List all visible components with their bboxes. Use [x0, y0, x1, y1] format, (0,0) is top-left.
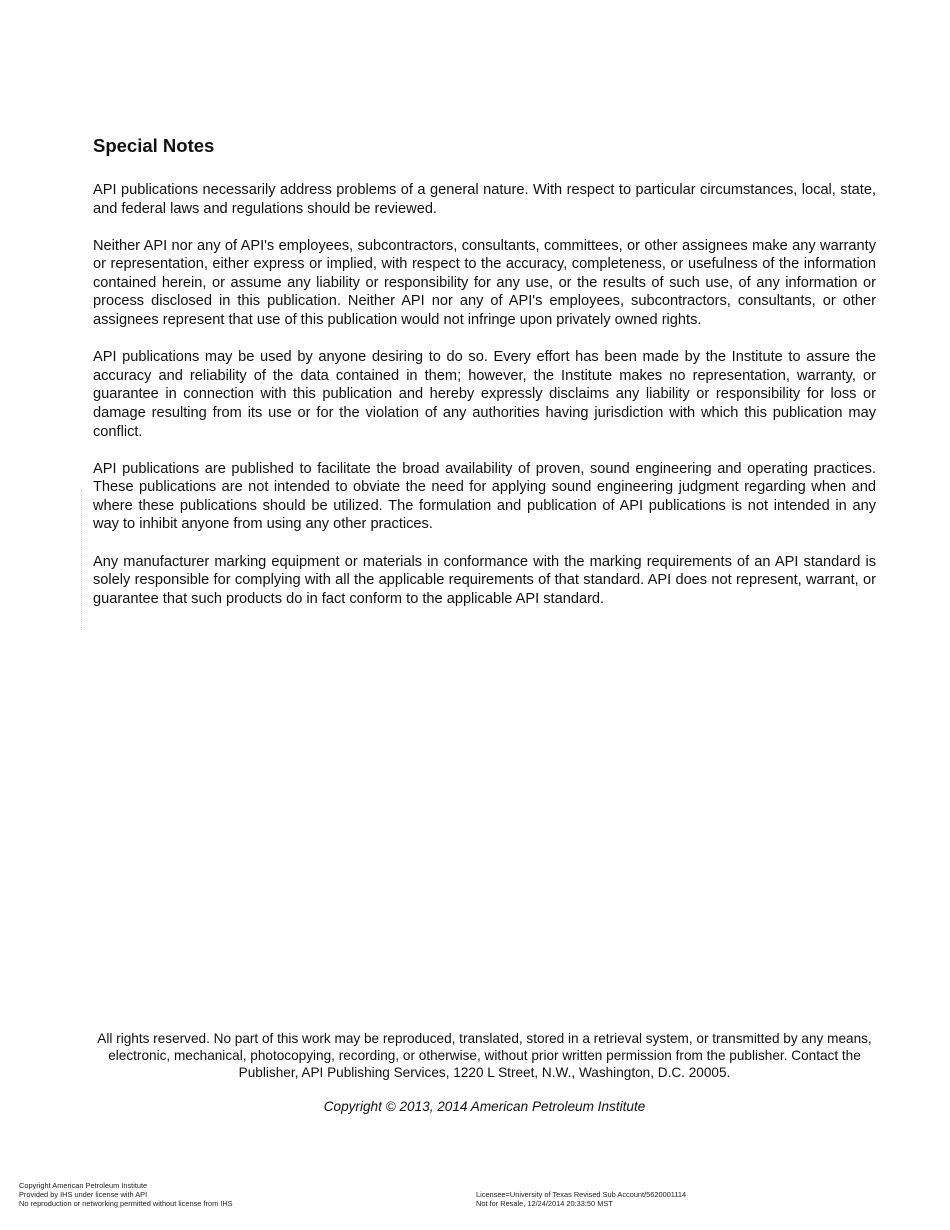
page-title: Special Notes	[93, 135, 215, 156]
footer-license-left	[19, 1181, 233, 1209]
special-notes-body	[93, 181, 876, 627]
margin-dotted-mark	[81, 490, 84, 630]
footer-license-right	[476, 1190, 686, 1208]
footer-left-line: No reproduction or networking permitted without license from IHS	[19, 1199, 233, 1209]
paragraph-general-nature: API publications necessarily address problems of a general nature. With respect to particular circumstances, local, state, and federal laws and regulations should be reviewed.	[93, 182, 876, 217]
footer-left-line: Provided by IHS under license with API	[19, 1190, 148, 1200]
footer-left-line: Copyright American Petroleum Institute	[19, 1181, 148, 1190]
footer-right-line: Not for Resale, 12/24/2014 20:33:50 MST	[476, 1199, 613, 1209]
paragraph-engineering-practices: API publications are published to facilitate the broad availability of proven, sound engineering and operating practices. These publications are not intended to obviate the need for applying sound engineering judgment regarding when and where these publications should be utilized. The formulation and publication of API publications is not intended in any way to inhibit anyone from using any other practices.	[93, 460, 876, 533]
footer-right-line: Licensee=University of Texas Revised Sub Account/5620001114	[476, 1190, 687, 1199]
rights-notice: All rights reserved. No part of this work may be reproduced, translated, stored in a retrieval system, or transmitted by any means, electronic, mechanical, photocopying, recording, or otherwise, without prior written permission from the publisher. Contact the Publisher, API Publishing Services, 1220 L Street, N.W., Washington, D.C. 20005.	[97, 1031, 872, 1081]
copyright-line: Copyright © 2013, 2014 American Petroleum Institute	[323, 1099, 646, 1114]
paragraph-warranty-disclaimer: Neither API nor any of API's employees, subcontractors, consultants, committees, or other assignees make any warranty or representation, either express or implied, with respect to the accuracy, completeness, or usefulness of the information contained herein, or assume any liability or responsibility for any use, or the results of such use, of any information or process disclosed in this publication. Neither API nor any of API's employees, subcontractors, consultants, or other assignees represent that use of this publication would not infringe upon privately owned rights.	[93, 237, 876, 329]
paragraph-manufacturer-marking: Any manufacturer marking equipment or materials in conformance with the marking requirements of an API standard is solely responsible for complying with all the applicable requirements of that standard. API does not represent, warrant, or guarantee that such products do in fact conform to the applicable API standard.	[93, 553, 876, 607]
paragraph-usage-liability: API publications may be used by anyone desiring to do so. Every effort has been made by the Institute to assure the accuracy and reliability of the data contained in them; however, the Institute makes no representation, warranty, or guarantee in connection with this publication and hereby expressly disclaims any liability or responsibility for loss or damage resulting from its use or for the violation of any authorities having jurisdiction with which this publication may conflict.	[93, 349, 876, 440]
